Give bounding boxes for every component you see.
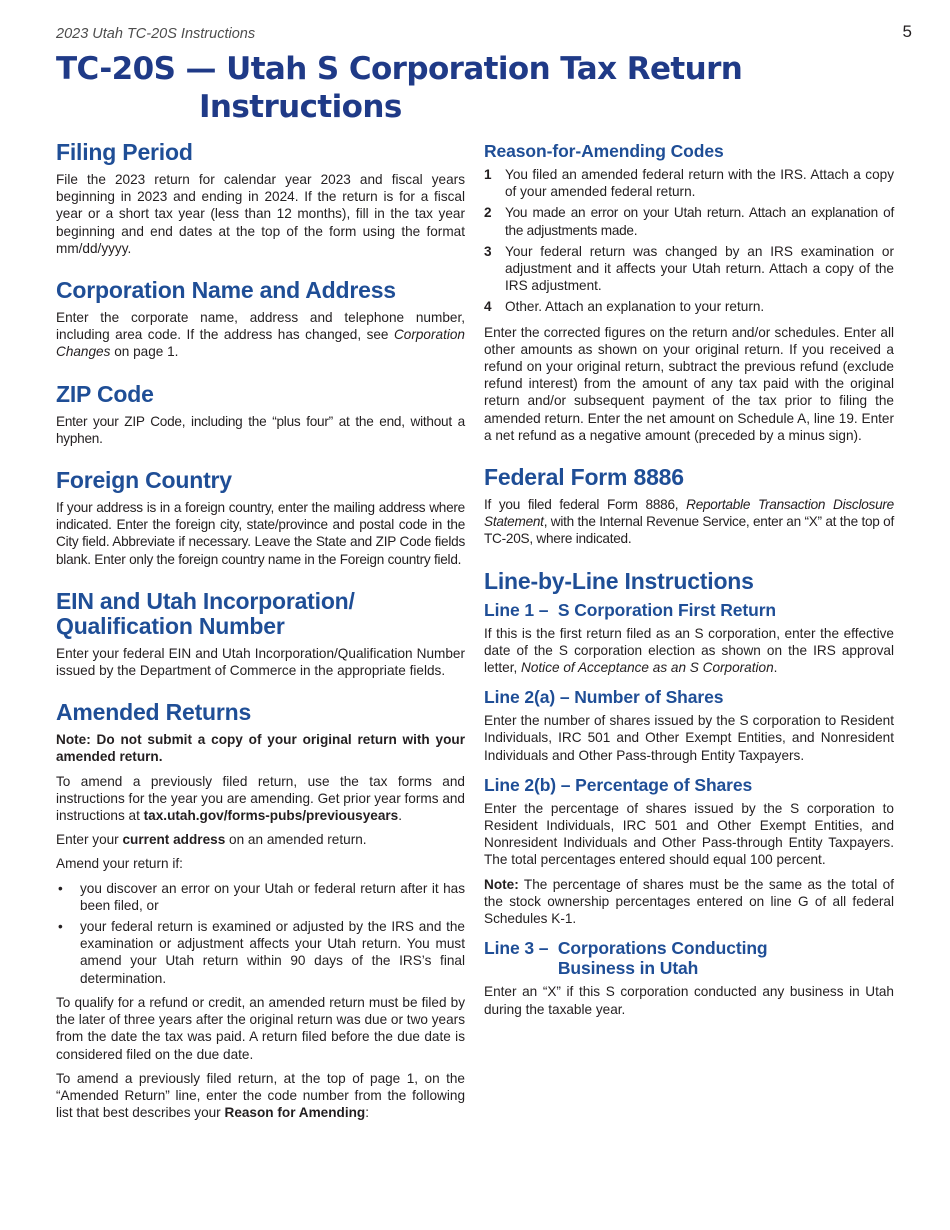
line-1-text: If this is the first return filed as an S corporation, enter the effective date of the S corporation election as shown on the IRS approval letter, Notice of Acceptance as an S Corporation. bbox=[484, 625, 894, 676]
reason-codes-section bbox=[484, 141, 894, 444]
line-1-heading: Line 1 – S Corporation First Return bbox=[484, 599, 776, 620]
left-column bbox=[56, 140, 465, 1142]
zip-code-text: Enter your ZIP Code, including the “plus four” at the end, without a hyphen. bbox=[56, 413, 465, 446]
amended-returns-section bbox=[56, 700, 465, 1121]
line-2a-heading: Line 2(a) – Number of Shares bbox=[484, 687, 724, 708]
filing-period-section bbox=[56, 140, 465, 257]
foreign-country-text: If your address is in a foreign country, enter the mailing address where indicated. Enter the foreign city, state/province and postal code in the City field. Abbreviate if necessary. Leave the State and ZIP Code fields blank. Enter only the foreign country name in the Foreign country field. bbox=[56, 500, 465, 567]
amended-paragraph-2: Enter your current address on an amended return. bbox=[56, 832, 367, 848]
line-2b-text: Enter the percentage of shares issued by the S corporation to Resident Individuals, IRC 501 and Other Exempt Entities, and Nonresident Individuals and Other Pass-through Entity Taxpayers. The total percentages entered should equal 100 percent. bbox=[484, 800, 894, 868]
amended-paragraph-1: To amend a previously filed return, use the tax forms and instructions for the year you are amending. Get prior year forms and instructions at tax.utah.gov/forms-pubs/previousyears. bbox=[56, 773, 465, 824]
line-3-heading: Line 3 – Corporations Conducting Business in Utah bbox=[484, 938, 768, 979]
form-8886-heading: Federal Form 8886 bbox=[484, 464, 684, 491]
filing-period-heading: Filing Period bbox=[56, 139, 193, 165]
list-item: 1 You filed an amended federal return with the IRS. Attach a copy of your amended federal return. bbox=[484, 167, 894, 200]
list-item: 3 Your federal return was changed by an IRS examination or adjustment and it affects your Utah return. Attach a copy of the IRS adjustment. bbox=[484, 243, 894, 294]
reason-codes-heading: Reason-for-Amending Codes bbox=[484, 141, 724, 161]
line-2b-note: Note: The percentage of shares must be the same as the total of the stock ownership percentages entered on line G of all federal Schedules K-1. bbox=[484, 876, 894, 927]
list-item: • you discover an error on your Utah or federal return after it has been filed, or bbox=[58, 880, 465, 913]
amended-paragraph-4: To qualify for a refund or credit, an amended return must be filed by the later of three years after the original return was due or two years from the date the tax was paid. A return filed before the due date is considered filed on the due date. bbox=[56, 994, 465, 1062]
corporation-name-section bbox=[56, 278, 465, 361]
line-2b-block bbox=[484, 775, 894, 927]
line-by-line-heading: Line-by-Line Instructions bbox=[484, 567, 754, 594]
corporation-name-heading: Corporation Name and Address bbox=[56, 277, 396, 304]
zip-code-section bbox=[56, 382, 465, 447]
filing-period-text: File the 2023 return for calendar year 2023 and fiscal years beginning in 2023 and ending in 2024. If the return is for a fiscal year or a short tax year (less than 12 months), fill in the tax year beginning and end dates at the top of the form using the format mm/dd/yyyy. bbox=[56, 172, 465, 256]
amended-paragraph-5: To amend a previously filed return, at the top of page 1, on the “Amended Return” line, enter the code number from the following list that best describes your Reason for Amending: bbox=[56, 1070, 465, 1121]
running-header: 2023 Utah TC-20S Instructions bbox=[56, 26, 256, 42]
amended-returns-heading: Amended Returns bbox=[56, 699, 252, 726]
ein-section bbox=[56, 589, 465, 679]
line-2a-block bbox=[484, 687, 894, 764]
bullet-icon: • bbox=[58, 919, 63, 935]
page-number: 5 bbox=[902, 22, 912, 41]
reason-codes-text: Enter the corrected figures on the return and/or schedules. Enter all other amounts as shown on your original return. If you received a refund on your original return, subtract the previous refund (exclude refund interest) from the amount of any tax paid with the original return and/or subsequent payment of the tax prior to filing the amended return. Enter the net amount on Schedule A, line 19. Enter a net refund as a negative amount (preceded by a minus sign). bbox=[484, 324, 894, 443]
form-8886-text: If you filed federal Form 8886, Reportable Transaction Disclosure Statement, with the Internal Revenue Service, enter an “X” at the top of TC-20S, where indicated. bbox=[484, 497, 894, 547]
previous-years-link[interactable]: tax.utah.gov/forms-pubs/previousyears bbox=[143, 808, 399, 824]
zip-code-heading: ZIP Code bbox=[56, 380, 154, 407]
line-2a-text: Enter the number of shares issued by the S corporation to Resident Individuals, IRC 501 and Other Exempt Entities, and Nonresident Individuals and Other Pass-through Entity Taxpayers. bbox=[484, 713, 894, 763]
foreign-country-heading: Foreign Country bbox=[56, 467, 232, 494]
line-3-text: Enter an “X” if this S corporation conducted any business in Utah during the taxable year. bbox=[484, 984, 894, 1017]
amended-paragraph-3: Amend your return if: bbox=[56, 856, 183, 872]
line-1-block bbox=[484, 600, 894, 677]
line-2b-heading: Line 2(b) – Percentage of Shares bbox=[484, 774, 753, 795]
right-column bbox=[484, 141, 894, 1029]
line-3-block bbox=[484, 938, 894, 1017]
corporation-changes-reference: Corporation Changes bbox=[56, 327, 465, 360]
amend-conditions-list bbox=[56, 880, 465, 987]
title-line-1: TC-20S — Utah S Corporation Tax Return bbox=[56, 51, 743, 87]
amended-note: Note: Do not submit a copy of your original return with your amended return. bbox=[56, 732, 465, 765]
reason-codes-list bbox=[484, 166, 894, 316]
corporation-name-text: Enter the corporate name, address and telephone number, including area code. If the address has changed, see Corporation Changes on page 1. bbox=[56, 310, 465, 360]
list-item: • your federal return is examined or adjusted by the IRS and the examination or adjustment affects your Utah return. You must amend your Utah return within 90 days of the IRS’s final determination. bbox=[58, 919, 465, 986]
list-item: 2 You made an error on your Utah return. Attach an explanation of the adjustments made. bbox=[484, 205, 894, 238]
ein-heading: EIN and Utah Incorporation/ Qualification Number bbox=[56, 587, 355, 639]
ein-text: Enter your federal EIN and Utah Incorporation/Qualification Number issued by the Department of Commerce in the appropriate fields. bbox=[56, 645, 465, 679]
form-8886-section bbox=[484, 465, 894, 548]
bullet-icon: • bbox=[58, 880, 63, 896]
foreign-country-section bbox=[56, 468, 465, 568]
line-by-line-section bbox=[484, 569, 894, 1018]
title-line-2: Instructions bbox=[199, 89, 402, 125]
list-item: 4 Other. Attach an explanation to your return. bbox=[484, 299, 765, 315]
page-title bbox=[56, 50, 742, 126]
